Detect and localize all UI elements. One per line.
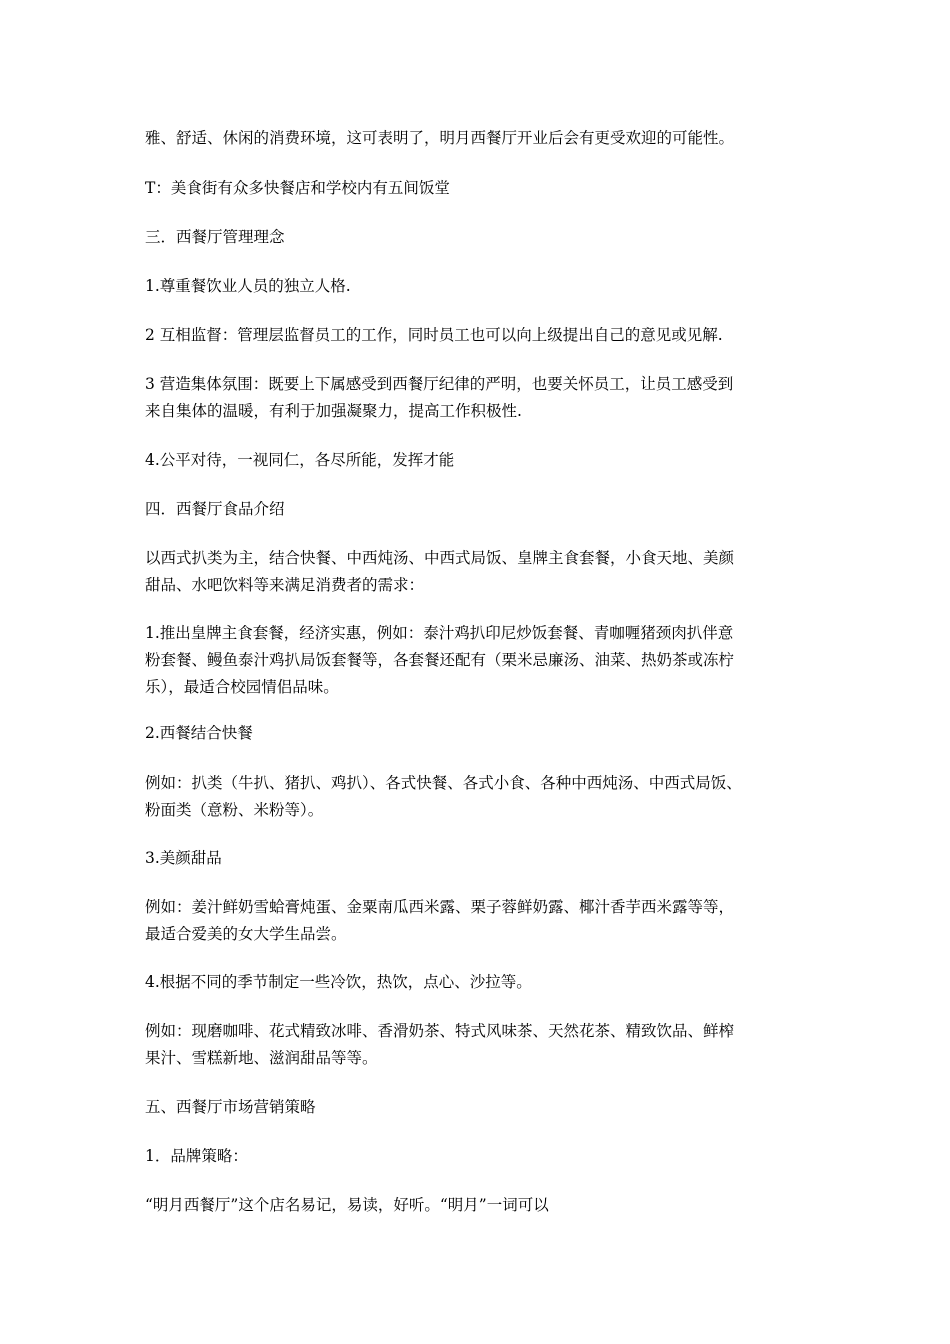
text-line: 例如：扒类（牛扒、猪扒、鸡扒）、各式快餐、各式小食、各种中西炖汤、中西式局饭、 — [145, 774, 742, 792]
paragraph — [145, 620, 815, 701]
paragraph — [145, 969, 815, 996]
text-line: 4.公平对待，一视同仁，各尽所能，发挥才能 — [145, 451, 455, 469]
text-line: 1.尊重餐饮业人员的独立人格. — [145, 277, 351, 295]
paragraph — [145, 125, 815, 152]
text-line: 2 互相监督：管理层监督员工的工作，同时员工也可以向上级提出自己的意见或见解. — [145, 326, 723, 344]
section-heading — [145, 224, 815, 251]
text-line: 粉面类（意粉、米粉等）。 — [145, 801, 324, 819]
text-line: 3 营造集体氛围：既要上下属感受到西餐厅纪律的严明，也要关怀员工，让员工感受到 — [145, 375, 734, 393]
text-line: 例如：姜汁鲜奶雪蛤膏炖蛋、金粟南瓜西米露、栗子蓉鲜奶露、椰汁香芋西米露等等， — [145, 898, 735, 916]
text-line: 以西式扒类为主，结合快餐、中西炖汤、中西式局饭、皇牌主食套餐，小食天地、美颜 — [145, 549, 735, 567]
text-line: 乐），最适合校园情侣品味。 — [145, 678, 339, 696]
text-line: 甜品、水吧饮料等来满足消费者的需求： — [145, 576, 425, 594]
text-line: 果汁、雪糕新地、滋润甜品等等。 — [145, 1049, 378, 1067]
paragraph — [145, 175, 815, 202]
paragraph — [145, 1018, 815, 1072]
text-line: 3.美颜甜品 — [145, 849, 222, 867]
text-line: 例如：现磨咖啡、花式精致冰啡、香滑奶茶、特式风味茶、天然花茶、精致饮品、鲜榨 — [145, 1022, 735, 1040]
text-line: 1.推出皇牌主食套餐，经济实惠，例如：泰汁鸡扒印尼炒饭套餐、青咖喱猪颈肉扒伴意 — [145, 624, 734, 642]
text-line: 4.根据不同的季节制定一些冷饮，热饮，点心、沙拉等。 — [145, 973, 532, 991]
paragraph — [145, 770, 815, 824]
text-line: 最适合爱美的女大学生品尝。 — [145, 925, 347, 943]
text-line: 五、西餐厅市场营销策略 — [145, 1098, 316, 1116]
text-line: 雅、舒适、休闲的消费环境，这可表明了，明月西餐厅开业后会有更受欢迎的可能性。 — [145, 129, 735, 147]
paragraph — [145, 720, 815, 747]
text-line: 三．西餐厅管理理念 — [145, 228, 285, 246]
text-line: 1．品牌策略： — [145, 1147, 248, 1165]
paragraph — [145, 1143, 815, 1170]
paragraph — [145, 371, 815, 425]
text-line: 来自集体的温暖，有利于加强凝聚力，提高工作积极性. — [145, 402, 522, 420]
section-heading — [145, 1094, 815, 1121]
paragraph — [145, 845, 815, 872]
paragraph — [145, 273, 815, 300]
text-line: 2.西餐结合快餐 — [145, 724, 253, 742]
paragraph — [145, 447, 815, 474]
paragraph — [145, 894, 815, 948]
text-line: 粉套餐、鳗鱼泰汁鸡扒局饭套餐等，各套餐还配有（栗米忌廉汤、油菜、热奶茶或冻柠 — [145, 651, 735, 669]
text-line: 四．西餐厅食品介绍 — [145, 500, 285, 518]
text-line: “明月西餐厅”这个店名易记，易读，好听。“明月”一词可以 — [145, 1196, 549, 1214]
paragraph — [145, 1192, 815, 1219]
paragraph — [145, 322, 815, 349]
text-line: T：美食街有众多快餐店和学校内有五间饭堂 — [145, 179, 450, 197]
section-heading — [145, 496, 815, 523]
paragraph — [145, 545, 815, 599]
